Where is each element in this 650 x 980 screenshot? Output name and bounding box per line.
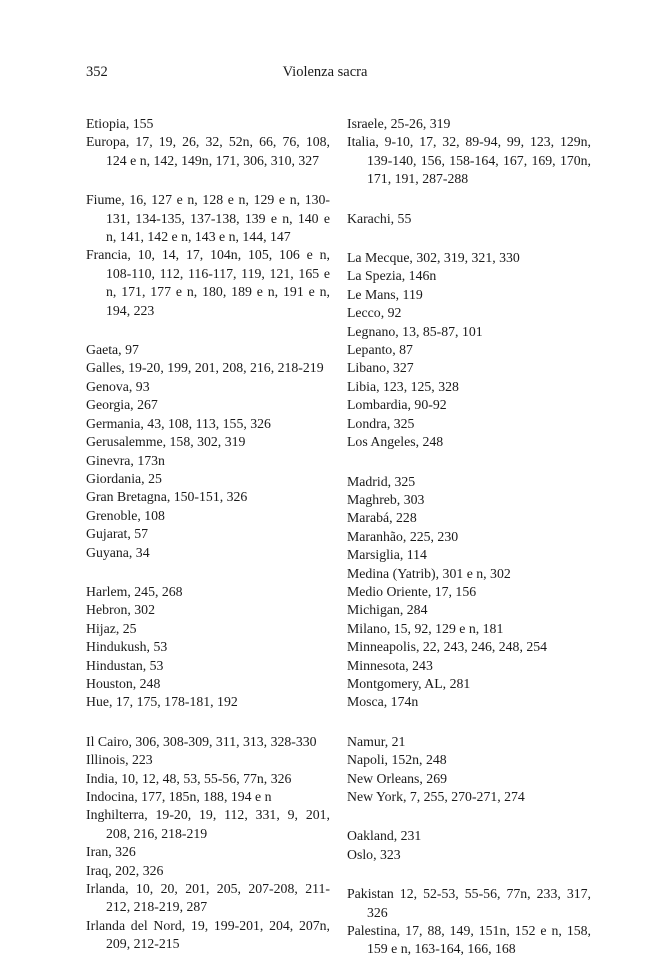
index-entry: Hijaz, 25 [86,620,137,636]
index-entry: Francia, 10, 14, 17, 104n, 105, 106 e n, 108-110, 112, 116-117, 119, 121, 165 e n, 171, 177 e n, 180, 189 e n, 191 e n, 194, 223 [86,247,330,318]
index-entry: New Orleans, 269 [347,770,448,786]
index-entry: Los Angeles, 248 [347,434,444,450]
index-entry: La Mecque, 302, 319, 321, 330 [347,250,520,266]
index-entry: Londra, 325 [347,415,415,431]
index-entry: Maghreb, 303 [347,491,425,507]
index-letter-group [86,115,330,170]
index-entry: Minneapolis, 22, 243, 246, 248, 254 [347,639,548,655]
index-entry: Medio Oriente, 17, 156 [347,583,477,599]
index-entry: Europa, 17, 19, 26, 32, 52n, 66, 76, 108, 124 e n, 142, 149n, 171, 306, 310, 327 [86,134,330,168]
index-entry: Galles, 19-20, 199, 201, 208, 216, 218-219 [86,360,324,376]
index-entry: Italia, 9-10, 17, 32, 89-94, 99, 123, 129n, 139-140, 156, 158-164, 167, 169, 170n, 171, 191, 287-288 [347,134,591,187]
index-entry: Gujarat, 57 [86,526,149,542]
running-title: Violenza sacra [282,64,368,80]
index-entry: Michigan, 284 [347,602,428,618]
index-entry: Iran, 326 [86,844,136,860]
index-letter-group [347,249,591,451]
index-entry: La Spezia, 146n [347,268,437,284]
index-entry: Hindukush, 53 [86,639,168,655]
index-entry: Milano, 15, 92, 129 e n, 181 [347,620,504,636]
index-entry: Genova, 93 [86,378,150,394]
index-letter-group [86,341,330,562]
index-entry: Lecco, 92 [347,305,402,321]
index-column-right [347,115,591,980]
index-entry: Le Mans, 119 [347,286,423,302]
index-entry: Il Cairo, 306, 308-309, 311, 313, 328-330 [86,733,317,749]
index-entry: Giordania, 25 [86,470,162,486]
index-letter-group [347,115,591,189]
index-entry: Hue, 17, 175, 178-181, 192 [86,694,238,710]
index-entry: India, 10, 12, 48, 53, 55-56, 77n, 326 [86,770,292,786]
index-entry: Minnesota, 243 [347,657,433,673]
index-entry: Georgia, 267 [86,397,158,413]
index-entry: Germania, 43, 108, 113, 155, 326 [86,415,271,431]
index-entry: Ginevra, 173n [86,452,165,468]
index-entry: Medina (Yatrib), 301 e n, 302 [347,565,511,581]
index-entry: Karachi, 55 [347,210,412,226]
index-letter-group [86,583,330,712]
index-letter-group [86,733,330,954]
index-entry: Illinois, 223 [86,752,153,768]
index-entry: Montgomery, AL, 281 [347,675,471,691]
index-column-left [86,115,330,975]
index-letter-group [347,210,591,228]
index-entry: Gran Bretagna, 150-151, 326 [86,489,248,505]
index-entry: Oakland, 231 [347,828,422,844]
index-entry: Legnano, 13, 85-87, 101 [347,323,483,339]
index-entry: Libano, 327 [347,360,414,376]
index-letter-group [347,885,591,959]
index-entry: Guyana, 34 [86,544,150,560]
index-entry: Grenoble, 108 [86,507,165,523]
index-entry: Inghilterra, 19-20, 19, 112, 331, 9, 201, 208, 216, 218-219 [86,807,330,841]
index-entry: Libia, 123, 125, 328 [347,378,459,394]
index-entry: Hindustan, 53 [86,657,164,673]
index-entry: Oslo, 323 [347,846,401,862]
index-letter-group [347,473,591,712]
index-entry: Irlanda del Nord, 19, 199-201, 204, 207n, 209, 212-215 [86,917,330,952]
index-entry: Israele, 25-26, 319 [347,116,451,131]
index-entry: Namur, 21 [347,733,406,749]
index-entry: Marabá, 228 [347,510,417,526]
index-entry: Maranhão, 225, 230 [347,528,459,544]
page-number: 352 [86,64,108,80]
index-entry: Etiopia, 155 [86,116,154,131]
index-entry: Hebron, 302 [86,602,155,618]
index-entry: Lepanto, 87 [347,342,413,358]
index-entry: Marsiglia, 114 [347,547,427,563]
index-entry: Lombardia, 90-92 [347,397,447,413]
index-letter-group [347,827,591,864]
index-entry: Harlem, 245, 268 [86,583,183,599]
index-entry: Indocina, 177, 185n, 188, 194 e n [86,789,272,804]
index-entry: Mosca, 174n [347,694,419,710]
index-entry: Houston, 248 [86,675,161,691]
index-letter-group [86,191,330,320]
index-entry: Gaeta, 97 [86,342,139,358]
index-entry: Napoli, 152n, 248 [347,752,447,768]
index-entry: Gerusalemme, 158, 302, 319 [86,434,246,450]
index-entry: Iraq, 202, 326 [86,862,164,878]
index-entry: Palestina, 17, 88, 149, 151n, 152 e n, 158, 159 e n, 163-164, 166, 168 [347,923,591,957]
index-entry: New York, 7, 255, 270-271, 274 [347,789,525,804]
index-entry: Fiume, 16, 127 e n, 128 e n, 129 e n, 130-131, 134-135, 137-138, 139 e n, 140 e n, 141, 142 e n, 143 e n, 144, 147 [86,192,330,245]
index-letter-group [347,733,591,807]
index-entry: Madrid, 325 [347,473,416,489]
index-entry: Irlanda, 10, 20, 201, 205, 207-208, 211-212, 218-219, 287 [86,881,330,915]
index-entry: Pakistan 12, 52-53, 55-56, 77n, 233, 317, 326 [347,886,591,920]
